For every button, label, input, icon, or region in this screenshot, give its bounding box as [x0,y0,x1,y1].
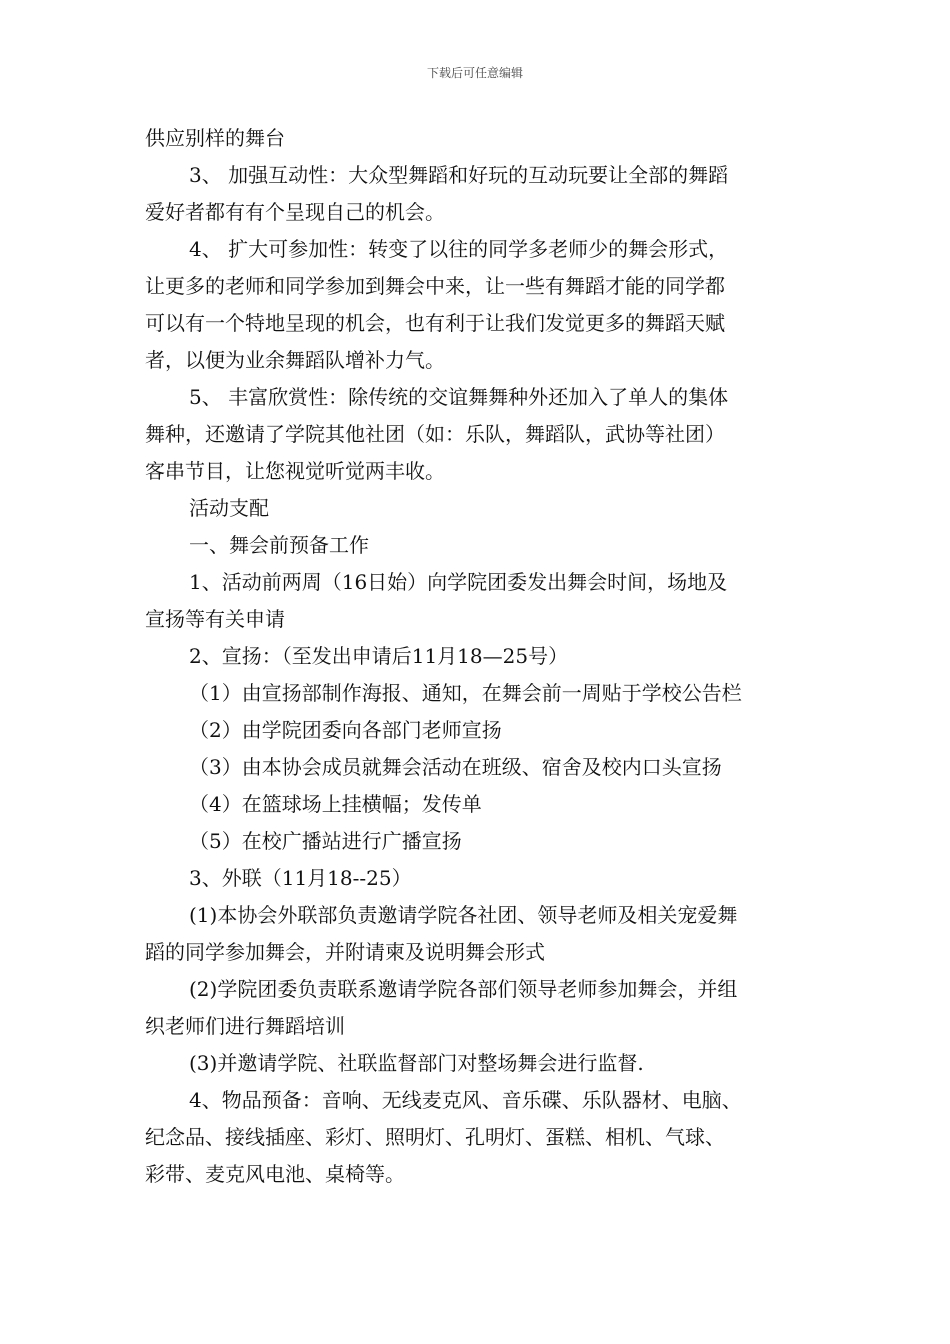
list-item: （1）由宣扬部制作海报、通知，在舞会前一周贴于学校公告栏 [189,681,742,705]
section-heading: 一、舞会前预备工作 [189,533,369,557]
paragraph-line: 3、 加强互动性：大众型舞蹈和好玩的互动玩要让全部的舞蹈 [189,163,729,187]
list-item: （4）在篮球场上挂横幅；发传单 [189,792,482,816]
section-heading: 活动支配 [189,496,269,520]
list-item: (1)本协会外联部负责邀请学院各社团、领导老师及相关宠爱舞 [189,903,738,927]
paragraph-line: 4、物品预备：音响、无线麦克风、音乐碟、乐队器材、电脑、 [189,1088,742,1112]
paragraph-line: 让更多的老师和同学参加到舞会中来，让一些有舞蹈才能的同学都 [145,274,725,298]
list-item: （3）由本协会成员就舞会活动在班级、宿舍及校内口头宣扬 [189,755,722,779]
page-header: 下载后可任意编辑 [426,66,523,80]
list-item: (2)学院团委负责联系邀请学院各部们领导老师参加舞会，并组 [189,977,738,1001]
paragraph-line: 可以有一个特地呈现的机会，也有利于让我们发觉更多的舞蹈天赋 [145,311,725,335]
paragraph-line: 客串节目，让您视觉听觉两丰收。 [145,459,445,483]
paragraph-line: 爱好者都有有个呈现自己的机会。 [145,200,445,224]
paragraph-line: 织老师们进行舞蹈培训 [145,1014,345,1038]
list-item: (3)并邀请学院、社联监督部门对整场舞会进行监督. [189,1051,644,1075]
paragraph-line: 舞种，还邀请了学院其他社团（如：乐队，舞蹈队，武协等社团） [145,422,725,446]
paragraph-line: 供应别样的舞台 [145,126,285,150]
list-item: （5）在校广播站进行广播宣扬 [189,829,462,853]
paragraph-line: 2、宣扬：（至发出申请后11月18—25号） [189,644,569,668]
list-item: （2）由学院团委向各部门老师宣扬 [189,718,502,742]
paragraph-line: 彩带、麦克风电池、桌椅等。 [145,1162,405,1186]
paragraph-line: 蹈的同学参加舞会，并附请柬及说明舞会形式 [145,940,545,964]
paragraph-line: 者，以便为业余舞蹈队增补力气。 [145,348,445,372]
paragraph-line: 4、 扩大可参加性：转变了以往的同学多老师少的舞会形式， [189,237,729,261]
paragraph-line: 1、活动前两周（16日始）向学院团委发出舞会时间，场地及 [189,570,728,594]
document-body [145,120,830,1193]
paragraph-line: 纪念品、接线插座、彩灯、照明灯、孔明灯、蛋糕、相机、气球、 [145,1125,725,1149]
paragraph-line: 宣扬等有关申请 [145,607,285,631]
paragraph-line: 3、外联（11月18--25） [189,866,412,890]
paragraph-line: 5、 丰富欣赏性：除传统的交谊舞舞种外还加入了单人的集体 [189,385,729,409]
